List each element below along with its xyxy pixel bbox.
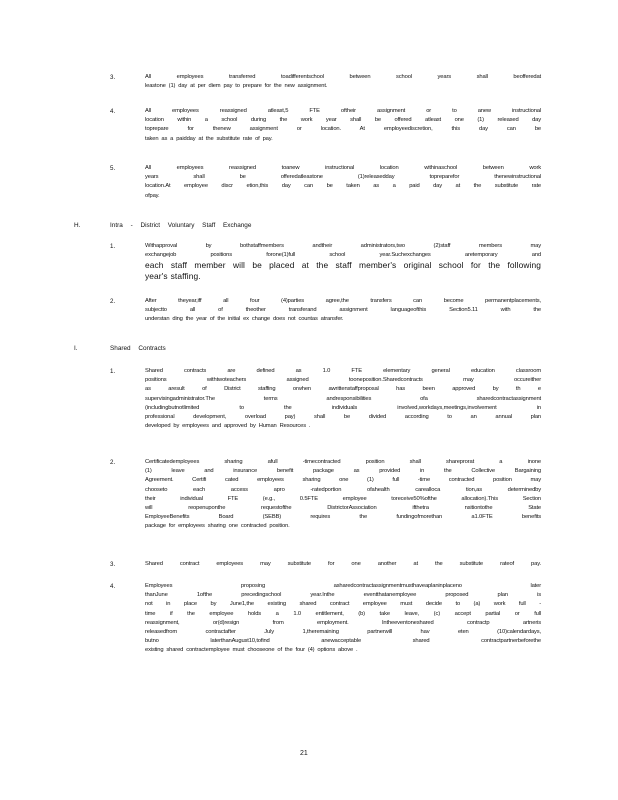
text-line: not in place by June1,the existing shared contract employee must decide to (a) work full -	[145, 601, 541, 608]
text-line: subjectto all of theother transferand assignment languageofthis Section5.11 with the	[145, 307, 541, 314]
text-line: their individual FTE (e.g., 0.5FTE employee toreceive50%ofthe allocation).This Section	[145, 495, 541, 502]
text-line: Certificatedemployees sharing afull -timecontracted position shall shareprorat a inone	[145, 459, 541, 465]
text-line: All employees transferred toadifferentschool between school years shall beofferedat	[145, 74, 541, 80]
text-line: professional development, overload pay) shall be divided according to an annual plan	[145, 414, 541, 421]
section-letter: I.	[74, 345, 78, 352]
text-line: leastone (1) day at per diem pay to prepare for the new assignment.	[145, 83, 328, 90]
paragraph-i-2	[145, 458, 541, 532]
text-line: After theyear,iff all four (4)parties agree,the transfers can become permanentplacements,	[145, 298, 541, 304]
text-line: as aresult of District staffing orwhen awrittenstaffproposal has been approved by th e	[145, 386, 541, 393]
paragraph-h-1	[145, 242, 541, 282]
text-line: Employees proposing asharedcontractassignmentmusthaveaplaninplaceno later	[145, 583, 541, 589]
text-line: supervisingadministrator.The terms andresponsibilities ofa sharedcontractassignment	[145, 395, 541, 402]
text-line: All employees reassigned toanew instructional location withinaschool between work	[145, 165, 541, 171]
text-line: time if the employee holds a 1.0 entitlement, (b) take leave, (c) accept partial or full	[145, 610, 541, 617]
text-line: year's staffing.	[145, 271, 201, 282]
item-number: 3.	[110, 74, 116, 81]
text-line: thanJune 1ofthe precedingschool year.Inthe eventthatanemployee proposed plan is	[145, 592, 541, 599]
paragraph-g-4	[145, 107, 541, 144]
text-line: exchangejob positions forone(1)full school year.Suchexchanges aretemporary and	[145, 252, 541, 259]
text-line: ofpay.	[145, 192, 160, 199]
text-line: chooseto each access apro -ratedportion ofahealth carealloca tion,as determinedby	[145, 486, 541, 493]
text-line: existing shared contractemployee must chooseone of the four (4) options above .	[145, 647, 358, 654]
text-line: releasedfrom contractafter July 1,theremaining partnerwill hav eten (10)calendardays,	[145, 629, 541, 636]
text-line: package for employees sharing one contracted position.	[145, 523, 290, 530]
item-number: 4.	[110, 583, 116, 590]
text-line: location.At employee discr etion,this day can be taken as a paid day at the substitute rate	[145, 183, 541, 190]
item-number: 4.	[110, 108, 116, 115]
paragraph-i-4	[145, 582, 541, 656]
text-line: Agreement. Certifi cated employees sharing one (1) full -time contracted position may	[145, 477, 541, 484]
text-line: years shall be offeredatleastone (1)releasedday topreparefor thenewinstructional	[145, 174, 541, 181]
text-line: Shared contracts are defined as 1.0 FTE elementary general education classroom	[145, 368, 541, 374]
item-number: 3.	[110, 561, 116, 568]
text-line: developed by employees and approved by Human Resources .	[145, 423, 311, 430]
text-line: Withapproval by bothstaffmembers andtheir administrators,two (2)staff members may	[145, 243, 541, 249]
section-title: Intra - District Voluntary Staff Exchange	[110, 222, 252, 229]
section-letter: H.	[74, 222, 81, 229]
text-line: EmployeeBenefits Board (SEBB) requires the fundingofmorethan a1.0FTE benefits	[145, 514, 541, 521]
text-line: each staff member will be placed at the staff member's original school for the following	[145, 260, 541, 271]
paragraph-g-5	[145, 164, 541, 201]
text-line: taken as a paidday at the substitute rate of pay.	[145, 135, 273, 142]
text-line: All employees reassigned atleast,5 FTE oftheir assignment or to anew instructional	[145, 108, 541, 114]
text-line: positions withtwoteachers assigned tooneposition.Sharedcontracts may occureither	[145, 377, 541, 384]
text-line: understan ding the year of the initial ex change does not countas atransfer.	[145, 316, 344, 323]
text-line: location within a school during the work year shall be offered atleast one (1) released day	[145, 117, 541, 124]
paragraph-i-1	[145, 367, 541, 431]
item-number: 5.	[110, 165, 116, 172]
item-number: 1.	[110, 368, 116, 375]
paragraph-g-3	[145, 73, 541, 91]
text-line: reassignment, or(d)resign from employment. Intheeventoneshared contractp artneris	[145, 619, 541, 626]
page-number: 21	[300, 750, 308, 757]
item-number: 2.	[110, 459, 116, 466]
item-number: 1.	[110, 243, 116, 250]
text-line: Shared contract employees may substitute for one another at the substitute rateof pay.	[145, 561, 541, 567]
text-line: will reopenuponthe requestofthe DistrictorAssociation ifthetra nsitiontothe State	[145, 505, 541, 512]
paragraph-i-3	[145, 560, 541, 569]
paragraph-h-2	[145, 297, 541, 325]
item-number: 2.	[110, 298, 116, 305]
text-line: toprepare for thenew assignment or location. At employeediscretion, this day can be	[145, 126, 541, 133]
text-line: (1) leave and insurance benefit package as provided in the Collective Bargaining	[145, 468, 541, 475]
section-title: Shared Contracts	[110, 345, 166, 352]
text-line: butno laterthanAugust10,tofind anewacceptable shared contractpartnerbeforethe	[145, 638, 541, 645]
text-line: (includingbutnotlimited to the individuals involved,workdays,meetings,involvement in	[145, 404, 541, 411]
